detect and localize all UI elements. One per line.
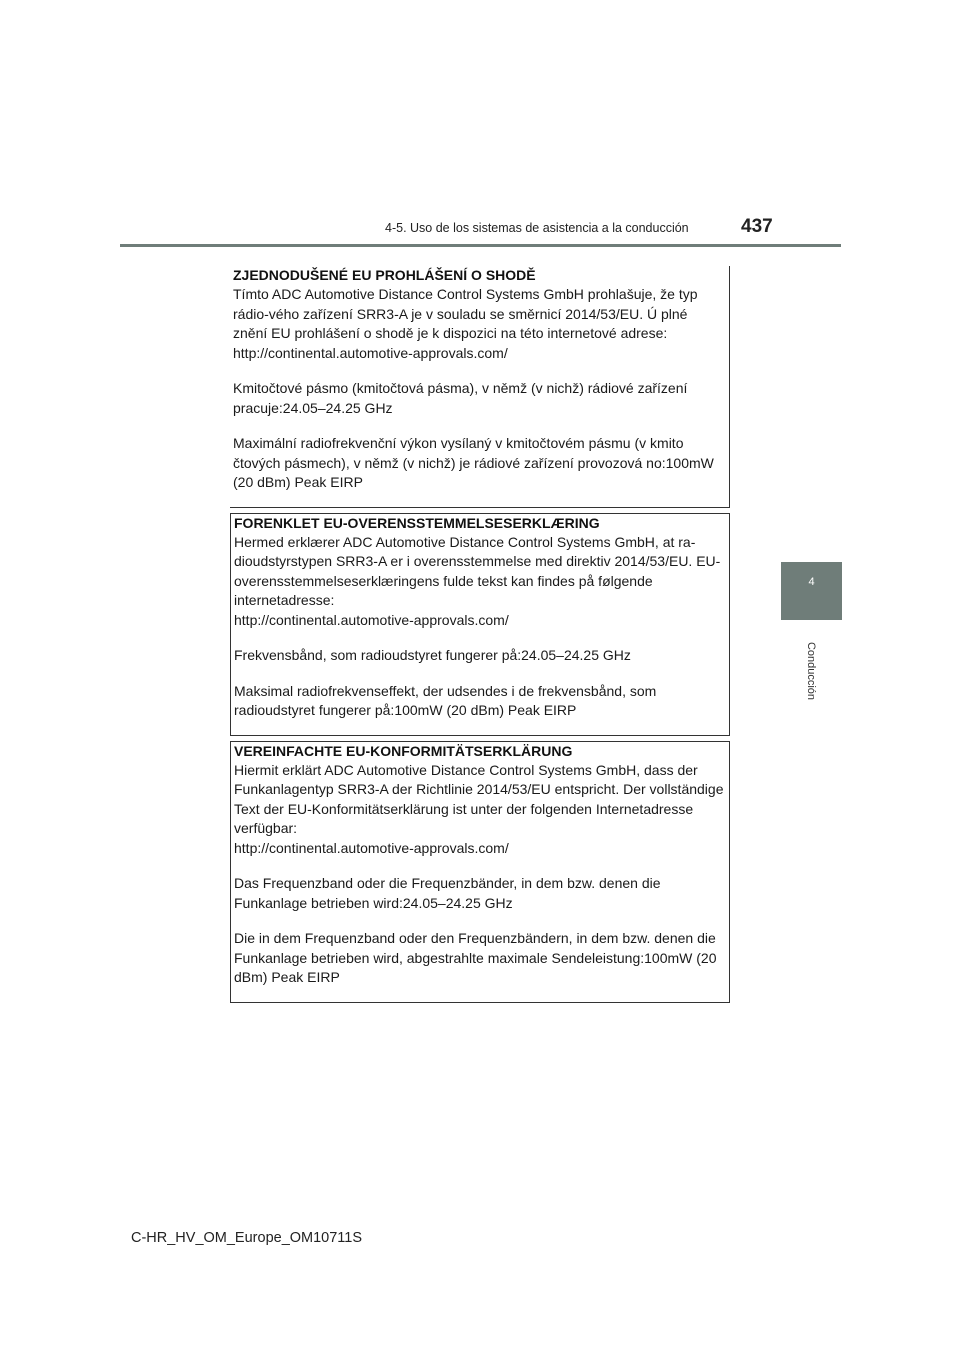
section-german [230, 741, 730, 1003]
chapter-tab [781, 562, 842, 620]
paragraph: Maximální radiofrekvenční výkon vysílaný v kmitočtovém pásmu (v kmito čtových pásmech), v němž (v nichž) je rádiové zařízení provozová no:100mW (20 dBm) Peak EIRP [233, 435, 714, 490]
paragraph: Die in dem Frequenzband oder den Frequenzbändern, in dem bzw. denen die Funkanlage betrieben wird, abgestrahlte maximale Sendeleistung:100mW (20 dBm) Peak EIRP [234, 930, 717, 985]
paragraph: Hermed erklærer ADC Automotive Distance Control Systems GmbH, at ra-dioudstyrstypen SRR3-A er i overensstemmelse med direktiv 2014/53/EU. EU-overensstemmelseserklæringens fulde tekst kan findes på følgende internetadresse: http://continental.automotive-approvals.com/ [234, 533, 721, 628]
document-id: C-HR_HV_OM_Europe_OM10711S [131, 1230, 363, 1246]
section-title: 4-5. Uso de los sistemas de asistencia a la conducción [385, 221, 689, 235]
paragraph: Tímto ADC Automotive Distance Control Systems GmbH prohlašuje, že typ rádio-vého zařízení SRR3-A je v souladu se směrnicí 2014/53/EU. Ú plné znění EU prohlášení o shodě je k dispozici na této internetové adrese: http://continental.automotive-approvals.com/ [233, 286, 698, 361]
chapter-number: 4 [808, 576, 815, 588]
declarations-box [230, 266, 730, 1003]
section-danish [230, 513, 730, 736]
paragraph: Das Frequenzband oder die Frequenzbänder, in dem bzw. denen die Funkanlage betrieben wird:24.05–24.25 GHz [234, 875, 661, 911]
page-number: 437 [741, 216, 773, 237]
section-title-danish: FORENKLET EU-OVERENSSTEMMELSESERKLÆRING [234, 514, 600, 531]
paragraph: Kmitočtové pásmo (kmitočtová pásma), v němž (v nichž) rádiové zařízení pracuje:24.05–24.25 GHz [233, 380, 688, 416]
section-czech [230, 266, 730, 508]
paragraph: Maksimal radiofrekvenseffekt, der udsendes i de frekvensbånd, som radioudstyret fungerer på:100mW (20 dBm) Peak EIRP [234, 682, 657, 718]
header-divider [120, 244, 841, 247]
paragraph: Hiermit erklärt ADC Automotive Distance Control Systems GmbH, dass der Funkanlagentyp SRR3-A der Richtlinie 2014/53/EU entspricht. Der vollständige Text der EU-Konformitätserklärung ist unter der folgenden Internetadresse verfügbar: http://continental.automotive-approvals.com/ [234, 761, 724, 856]
chapter-label: Conducción [805, 641, 817, 701]
paragraph: Frekvensbånd, som radioudstyret fungerer på:24.05–24.25 GHz [234, 647, 631, 663]
section-title-czech: ZJEDNODUŠENÉ EU PROHLÁŠENÍ O SHODĚ [233, 267, 536, 283]
section-title-german: VEREINFACHTE EU-KONFORMITÄTSERKLÄRUNG [234, 742, 573, 759]
